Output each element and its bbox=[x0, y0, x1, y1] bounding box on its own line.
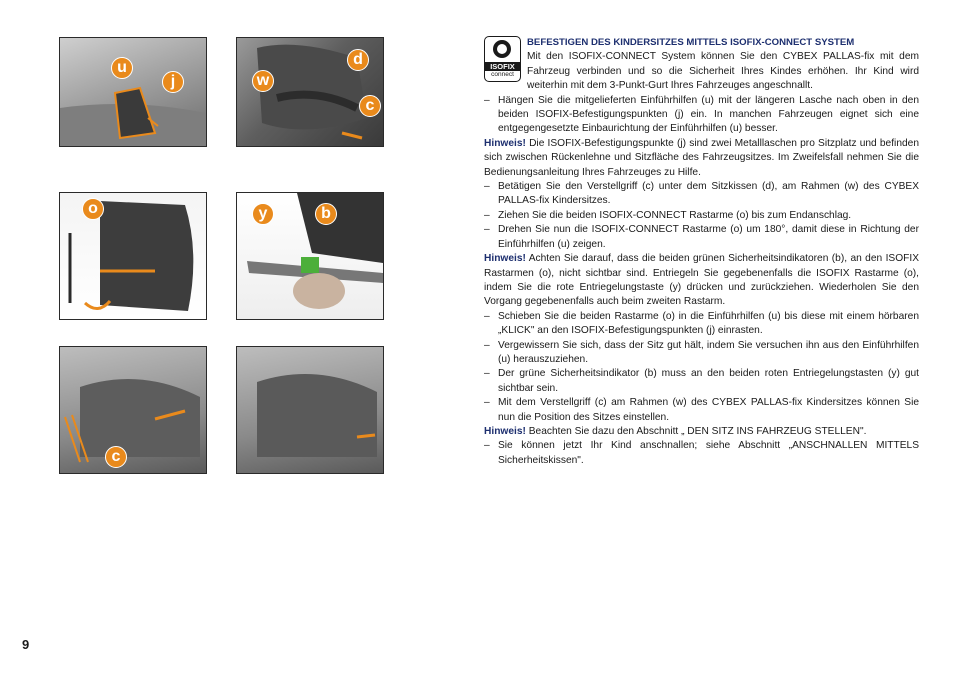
logo-sub: connect bbox=[491, 71, 514, 78]
step-text: Vergewissern Sie sich, dass der Sitz gut hält, indem Sie versuchen ihn aus den Einführhilfen (u) herauszuziehen. bbox=[498, 339, 919, 365]
note-text: Achten Sie darauf, dass die beiden grünen Sicherheitsindikatoren (b), an den ISOFIX Rastarmen (o), nicht sichtbar sind. Entriegeln Sie gegebenenfalls die ISOFIX Rastarme (o), indem Sie die rote Entriegelungstaste (y) drücken und zurückziehen. Wiederholen Sie den Vorgang gegebenenfalls auch beim zweiten Rastarm. bbox=[484, 253, 919, 308]
dash: – bbox=[484, 397, 490, 409]
dash: – bbox=[484, 368, 490, 380]
note-paragraph bbox=[484, 252, 919, 310]
step-text: Sie können jetzt Ihr Kind anschnallen; siehe Abschnitt „ANSCHNALLEN MITTELS Sicherheitskissen". bbox=[498, 440, 919, 466]
label-w: w bbox=[252, 70, 274, 92]
step-item bbox=[484, 367, 919, 396]
step-item bbox=[484, 396, 919, 425]
label-o: o bbox=[82, 198, 104, 220]
figure-safety-indicator bbox=[236, 192, 384, 320]
step-text: Schieben Sie die beiden Rastarme (o) in die Einführhilfen (u) bis diese mit einem hörbaren „KLICK" an den ISOFIX-Befestigungspunkten (j) einrasten. bbox=[498, 310, 919, 337]
intro-paragraph: Mit den ISOFIX-CONNECT System können Sie den CYBEX PALLAS-fix mit dem Fahrzeug verbinden und so die Sicherheit Ihres Kindes erhöhen. Ihr Kind wird weiterhin mit dem 3-Punkt-Gurt Ihres Fahrzeuges angeschnallt. bbox=[527, 51, 919, 92]
instruction-text bbox=[484, 36, 919, 468]
figure-seat-position-drawing bbox=[60, 347, 206, 473]
step-item bbox=[484, 439, 919, 468]
label-u: u bbox=[111, 57, 133, 79]
step-item bbox=[484, 310, 919, 339]
step-text: Betätigen Sie den Verstellgriff (c) unter dem Sitzkissen (d), am Rahmen (w) des CYBEX PALLAS-fix Kindersitzes. bbox=[498, 181, 919, 207]
section-title: BEFESTIGEN DES KINDERSITZES MITTELS ISOFIX-CONNECT SYSTEM bbox=[527, 37, 855, 48]
note-text: Beachten Sie dazu den Abschnitt „ DEN SITZ INS FAHRZEUG STELLEN". bbox=[528, 425, 867, 437]
step-item bbox=[484, 94, 919, 137]
dash: – bbox=[484, 181, 490, 193]
note-paragraph bbox=[484, 137, 919, 180]
dash: – bbox=[484, 224, 490, 236]
label-c-bottom: c bbox=[105, 446, 127, 468]
step-text: Drehen Sie nun die ISOFIX-CONNECT Rastarme (o) um 180°, damit diese in Richtung der Einführhilfen (u) zeigen. bbox=[498, 224, 919, 250]
dash: – bbox=[484, 310, 490, 322]
note-paragraph bbox=[484, 425, 919, 439]
dash: – bbox=[484, 209, 490, 221]
note-label: Hinweis! bbox=[484, 137, 526, 149]
note-text: Die ISOFIX-Befestigungspunkte (j) sind zwei Metalllaschen pro Sitzplatz und befinden sich zwischen Rückenlehne und Sitzfläche des Fahrzeugsitzes. Im Zweifelsfall nehmen Sie die Bedienungsanleitung Ihres Fahrzeuges zu Hilfe. bbox=[484, 137, 919, 178]
label-j: j bbox=[162, 71, 184, 93]
note-label: Hinweis! bbox=[484, 425, 526, 437]
figure-isofix-guides bbox=[59, 37, 207, 147]
step-item bbox=[484, 223, 919, 252]
heading-block bbox=[527, 36, 919, 94]
figure-seat-installed-drawing bbox=[237, 347, 383, 473]
step-text: Mit dem Verstellgriff (c) am Rahmen (w) des CYBEX PALLAS-fix Kindersitzes können Sie nun die Position des Sitzes einstellen. bbox=[498, 397, 919, 423]
figure-seat-position bbox=[59, 346, 207, 474]
figure-rastarme bbox=[59, 192, 207, 320]
dash: – bbox=[484, 339, 490, 351]
step-text: Der grüne Sicherheitsindikator (b) muss an den beiden roten Entriegelungstasten (y) gut sichtbar sein. bbox=[498, 368, 919, 394]
logo-brand: ISOFIX bbox=[485, 62, 520, 71]
step-text: Hängen Sie die mitgelieferten Einführhilfen (u) mit der längeren Lasche nach oben in den beiden ISOFIX-Befestigungspunkten (j) ein. In manchen Fahrzeugen eignet sich eine entgegengesetzte Einbaurichtung der Einführhilfen (u) besser. bbox=[498, 94, 919, 135]
step-item bbox=[484, 339, 919, 368]
step-text: Ziehen Sie die beiden ISOFIX-CONNECT Rastarme (o) bis zum Endanschlag. bbox=[498, 209, 852, 221]
dash: – bbox=[484, 440, 490, 452]
label-d: d bbox=[347, 49, 369, 71]
step-item bbox=[484, 180, 919, 209]
label-y: y bbox=[252, 203, 274, 225]
figure-adjust-handle bbox=[236, 37, 384, 147]
label-b: b bbox=[315, 203, 337, 225]
page-number: 9 bbox=[22, 637, 30, 652]
figure-seat-installed bbox=[236, 346, 384, 474]
label-c: c bbox=[359, 95, 381, 117]
step-item bbox=[484, 209, 919, 223]
dash: – bbox=[484, 94, 490, 106]
note-label: Hinweis! bbox=[484, 253, 526, 265]
figure-isofix-guides-drawing bbox=[60, 38, 206, 146]
